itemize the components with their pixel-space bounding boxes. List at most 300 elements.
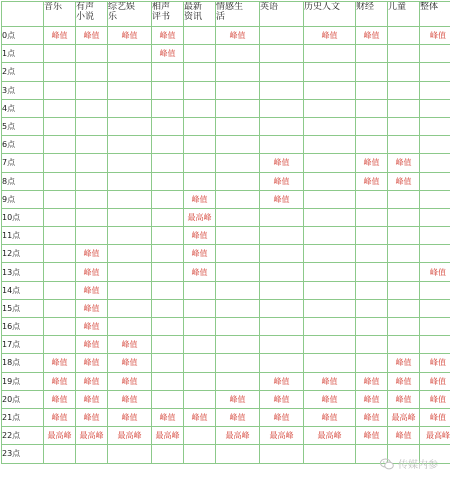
- peak-cell: 峰值: [388, 390, 420, 408]
- empty-cell: [216, 172, 260, 190]
- peak-cell: 峰值: [260, 372, 304, 390]
- hour-label: 8点: [2, 172, 44, 190]
- empty-cell: [216, 45, 260, 63]
- empty-cell: [356, 208, 388, 226]
- empty-cell: [420, 190, 450, 208]
- empty-cell: [216, 245, 260, 263]
- empty-cell: [152, 172, 184, 190]
- empty-cell: [420, 45, 450, 63]
- empty-cell: [356, 117, 388, 135]
- peak-cell: 峰值: [260, 390, 304, 408]
- highest-peak-cell: 最高峰: [420, 427, 450, 445]
- empty-cell: [44, 81, 76, 99]
- table-row: [2, 390, 450, 408]
- empty-cell: [304, 154, 356, 172]
- empty-cell: [304, 136, 356, 154]
- empty-cell: [260, 245, 304, 263]
- peak-cell: 峰值: [356, 372, 388, 390]
- empty-cell: [184, 99, 216, 117]
- empty-cell: [356, 263, 388, 281]
- empty-cell: [260, 336, 304, 354]
- empty-cell: [108, 172, 152, 190]
- peak-cell: 峰值: [388, 427, 420, 445]
- empty-cell: [44, 336, 76, 354]
- empty-cell: [388, 117, 420, 135]
- table-row: [2, 245, 450, 263]
- hour-label: 14点: [2, 281, 44, 299]
- empty-cell: [44, 45, 76, 63]
- empty-cell: [108, 227, 152, 245]
- empty-cell: [76, 99, 108, 117]
- empty-cell: [388, 281, 420, 299]
- empty-cell: [184, 445, 216, 463]
- empty-cell: [260, 318, 304, 336]
- peak-cell: 峰值: [76, 245, 108, 263]
- hour-label: 3点: [2, 81, 44, 99]
- empty-cell: [388, 190, 420, 208]
- peak-cell: 峰值: [184, 408, 216, 426]
- empty-cell: [304, 445, 356, 463]
- empty-cell: [108, 136, 152, 154]
- corner-cell: [2, 2, 44, 27]
- highest-peak-cell: 最高峰: [152, 427, 184, 445]
- peak-cell: 峰值: [152, 408, 184, 426]
- empty-cell: [356, 63, 388, 81]
- empty-cell: [304, 63, 356, 81]
- empty-cell: [216, 227, 260, 245]
- empty-cell: [184, 172, 216, 190]
- peak-cell: 峰值: [44, 372, 76, 390]
- empty-cell: [44, 299, 76, 317]
- peak-cell: 峰值: [420, 27, 450, 45]
- empty-cell: [356, 354, 388, 372]
- peak-cell: 峰值: [76, 27, 108, 45]
- empty-cell: [184, 281, 216, 299]
- table-row: [2, 27, 450, 45]
- peak-cell: 峰值: [76, 354, 108, 372]
- empty-cell: [216, 336, 260, 354]
- hour-label: 7点: [2, 154, 44, 172]
- table-row: [2, 99, 450, 117]
- empty-cell: [260, 281, 304, 299]
- empty-cell: [216, 281, 260, 299]
- empty-cell: [152, 263, 184, 281]
- hour-label: 5点: [2, 117, 44, 135]
- column-header: 历史人文: [304, 2, 356, 27]
- empty-cell: [260, 208, 304, 226]
- empty-cell: [44, 227, 76, 245]
- hour-label: 13点: [2, 263, 44, 281]
- empty-cell: [152, 336, 184, 354]
- highest-peak-cell: 最高峰: [44, 427, 76, 445]
- empty-cell: [184, 299, 216, 317]
- peak-cell: 峰值: [108, 27, 152, 45]
- empty-cell: [152, 136, 184, 154]
- empty-cell: [108, 81, 152, 99]
- column-header: 英语: [260, 2, 304, 27]
- header-row: [2, 2, 450, 27]
- column-header: 情感生 活: [216, 2, 260, 27]
- empty-cell: [260, 354, 304, 372]
- empty-cell: [76, 190, 108, 208]
- empty-cell: [356, 45, 388, 63]
- empty-cell: [216, 136, 260, 154]
- empty-cell: [388, 318, 420, 336]
- table-row: [2, 427, 450, 445]
- peak-cell: 峰值: [420, 263, 450, 281]
- empty-cell: [108, 99, 152, 117]
- empty-cell: [388, 81, 420, 99]
- column-header: 财经: [356, 2, 388, 27]
- empty-cell: [152, 445, 184, 463]
- empty-cell: [216, 99, 260, 117]
- empty-cell: [260, 299, 304, 317]
- hour-label: 2点: [2, 63, 44, 81]
- empty-cell: [356, 81, 388, 99]
- table-row: [2, 227, 450, 245]
- empty-cell: [304, 208, 356, 226]
- empty-cell: [108, 299, 152, 317]
- peak-cell: 峰值: [388, 354, 420, 372]
- peak-cell: 峰值: [152, 27, 184, 45]
- peak-cell: 峰值: [304, 372, 356, 390]
- empty-cell: [44, 318, 76, 336]
- empty-cell: [420, 336, 450, 354]
- peak-cell: 峰值: [356, 172, 388, 190]
- table-row: [2, 318, 450, 336]
- empty-cell: [152, 245, 184, 263]
- empty-cell: [184, 81, 216, 99]
- empty-cell: [388, 263, 420, 281]
- empty-cell: [152, 281, 184, 299]
- empty-cell: [44, 154, 76, 172]
- empty-cell: [44, 63, 76, 81]
- empty-cell: [388, 227, 420, 245]
- peak-cell: 峰值: [184, 190, 216, 208]
- peak-cell: 峰值: [216, 408, 260, 426]
- peak-cell: 峰值: [356, 408, 388, 426]
- table-row: [2, 336, 450, 354]
- peak-cell: 峰值: [420, 408, 450, 426]
- empty-cell: [356, 245, 388, 263]
- hour-label: 20点: [2, 390, 44, 408]
- empty-cell: [356, 281, 388, 299]
- hour-label: 17点: [2, 336, 44, 354]
- peak-cell: 峰值: [388, 154, 420, 172]
- table-row: [2, 299, 450, 317]
- table-row: [2, 154, 450, 172]
- table-row: [2, 63, 450, 81]
- empty-cell: [44, 136, 76, 154]
- empty-cell: [152, 99, 184, 117]
- empty-cell: [304, 81, 356, 99]
- empty-cell: [420, 281, 450, 299]
- peak-cell: 峰值: [260, 408, 304, 426]
- empty-cell: [44, 445, 76, 463]
- listening-peak-table: [1, 1, 450, 464]
- empty-cell: [260, 27, 304, 45]
- column-header: 综艺娱 乐: [108, 2, 152, 27]
- highest-peak-cell: 最高峰: [76, 427, 108, 445]
- peak-cell: 峰值: [44, 390, 76, 408]
- column-header: 儿童: [388, 2, 420, 27]
- empty-cell: [420, 227, 450, 245]
- peak-cell: 峰值: [420, 372, 450, 390]
- empty-cell: [420, 208, 450, 226]
- peak-cell: 峰值: [356, 390, 388, 408]
- empty-cell: [152, 208, 184, 226]
- highest-peak-cell: 最高峰: [260, 427, 304, 445]
- column-header: 最新 资讯: [184, 2, 216, 27]
- peak-cell: 峰值: [184, 245, 216, 263]
- empty-cell: [216, 299, 260, 317]
- empty-cell: [108, 263, 152, 281]
- wechat-icon: [380, 458, 394, 470]
- peak-cell: 峰值: [356, 27, 388, 45]
- empty-cell: [304, 172, 356, 190]
- hour-label: 12点: [2, 245, 44, 263]
- highest-peak-cell: 最高峰: [216, 427, 260, 445]
- table-row: [2, 190, 450, 208]
- table-row: [2, 263, 450, 281]
- empty-cell: [388, 45, 420, 63]
- empty-cell: [260, 136, 304, 154]
- peak-cell: 峰值: [184, 263, 216, 281]
- empty-cell: [76, 445, 108, 463]
- empty-cell: [216, 190, 260, 208]
- empty-cell: [304, 117, 356, 135]
- peak-cell: 峰值: [304, 390, 356, 408]
- hour-label: 21点: [2, 408, 44, 426]
- table-row: [2, 81, 450, 99]
- empty-cell: [108, 445, 152, 463]
- empty-cell: [152, 227, 184, 245]
- empty-cell: [216, 354, 260, 372]
- empty-cell: [304, 336, 356, 354]
- empty-cell: [184, 318, 216, 336]
- empty-cell: [76, 154, 108, 172]
- peak-cell: 峰值: [260, 154, 304, 172]
- empty-cell: [304, 45, 356, 63]
- empty-cell: [304, 263, 356, 281]
- table-row: [2, 136, 450, 154]
- empty-cell: [152, 81, 184, 99]
- column-header: 相声 评书: [152, 2, 184, 27]
- hour-label: 10点: [2, 208, 44, 226]
- empty-cell: [76, 81, 108, 99]
- empty-cell: [260, 445, 304, 463]
- empty-cell: [108, 45, 152, 63]
- empty-cell: [356, 336, 388, 354]
- empty-cell: [184, 45, 216, 63]
- empty-cell: [304, 299, 356, 317]
- peak-cell: 峰值: [216, 390, 260, 408]
- empty-cell: [420, 81, 450, 99]
- peak-cell: 峰值: [304, 408, 356, 426]
- empty-cell: [420, 136, 450, 154]
- hour-label: 11点: [2, 227, 44, 245]
- empty-cell: [184, 117, 216, 135]
- empty-cell: [44, 281, 76, 299]
- watermark-text: 传媒内参: [398, 460, 438, 471]
- empty-cell: [304, 281, 356, 299]
- peak-cell: 峰值: [44, 354, 76, 372]
- empty-cell: [152, 318, 184, 336]
- empty-cell: [420, 172, 450, 190]
- empty-cell: [184, 427, 216, 445]
- empty-cell: [216, 318, 260, 336]
- peak-cell: 峰值: [108, 372, 152, 390]
- empty-cell: [420, 245, 450, 263]
- column-header: 整体: [420, 2, 450, 27]
- peak-cell: 峰值: [420, 354, 450, 372]
- peak-cell: 峰值: [108, 408, 152, 426]
- empty-cell: [152, 390, 184, 408]
- peak-cell: 峰值: [388, 372, 420, 390]
- hour-label: 9点: [2, 190, 44, 208]
- highest-peak-cell: 最高峰: [388, 408, 420, 426]
- peak-cell: 峰值: [356, 154, 388, 172]
- empty-cell: [304, 354, 356, 372]
- empty-cell: [44, 172, 76, 190]
- empty-cell: [388, 208, 420, 226]
- peak-cell: 峰值: [76, 372, 108, 390]
- empty-cell: [260, 99, 304, 117]
- watermark: [380, 456, 438, 471]
- empty-cell: [216, 81, 260, 99]
- peak-cell: 峰值: [108, 336, 152, 354]
- empty-cell: [152, 63, 184, 81]
- hour-label: 6点: [2, 136, 44, 154]
- empty-cell: [356, 299, 388, 317]
- peak-cell: 峰值: [108, 354, 152, 372]
- hour-label: 16点: [2, 318, 44, 336]
- peak-cell: 峰值: [152, 45, 184, 63]
- empty-cell: [304, 190, 356, 208]
- empty-cell: [216, 154, 260, 172]
- empty-cell: [76, 227, 108, 245]
- empty-cell: [388, 245, 420, 263]
- empty-cell: [304, 245, 356, 263]
- empty-cell: [76, 63, 108, 81]
- empty-cell: [356, 136, 388, 154]
- empty-cell: [420, 63, 450, 81]
- peak-cell: 峰值: [76, 336, 108, 354]
- highest-peak-cell: 最高峰: [184, 208, 216, 226]
- empty-cell: [44, 245, 76, 263]
- empty-cell: [260, 45, 304, 63]
- hour-label: 1点: [2, 45, 44, 63]
- table-row: [2, 372, 450, 390]
- hour-label: 22点: [2, 427, 44, 445]
- empty-cell: [356, 318, 388, 336]
- empty-cell: [108, 208, 152, 226]
- empty-cell: [152, 299, 184, 317]
- empty-cell: [184, 27, 216, 45]
- empty-cell: [260, 117, 304, 135]
- peak-cell: 峰值: [76, 263, 108, 281]
- peak-cell: 峰值: [76, 390, 108, 408]
- table-row: [2, 281, 450, 299]
- empty-cell: [76, 172, 108, 190]
- table-row: [2, 408, 450, 426]
- highest-peak-cell: 最高峰: [304, 427, 356, 445]
- empty-cell: [260, 227, 304, 245]
- empty-cell: [76, 45, 108, 63]
- empty-cell: [388, 27, 420, 45]
- empty-cell: [108, 154, 152, 172]
- empty-cell: [108, 117, 152, 135]
- empty-cell: [260, 263, 304, 281]
- peak-cell: 峰值: [184, 227, 216, 245]
- empty-cell: [184, 372, 216, 390]
- empty-cell: [184, 390, 216, 408]
- empty-cell: [108, 245, 152, 263]
- column-header: 有声 小说: [76, 2, 108, 27]
- peak-cell: 峰值: [304, 27, 356, 45]
- peak-cell: 峰值: [44, 27, 76, 45]
- table-row: [2, 45, 450, 63]
- empty-cell: [44, 263, 76, 281]
- column-header: 音乐: [44, 2, 76, 27]
- empty-cell: [216, 117, 260, 135]
- empty-cell: [260, 81, 304, 99]
- empty-cell: [420, 117, 450, 135]
- table-row: [2, 208, 450, 226]
- peak-cell: 峰值: [420, 390, 450, 408]
- empty-cell: [108, 318, 152, 336]
- empty-cell: [108, 63, 152, 81]
- empty-cell: [304, 318, 356, 336]
- empty-cell: [44, 117, 76, 135]
- empty-cell: [184, 354, 216, 372]
- empty-cell: [184, 136, 216, 154]
- empty-cell: [76, 117, 108, 135]
- empty-cell: [388, 63, 420, 81]
- empty-cell: [184, 154, 216, 172]
- table-body: [2, 27, 450, 464]
- table-row: [2, 117, 450, 135]
- empty-cell: [44, 208, 76, 226]
- empty-cell: [152, 154, 184, 172]
- empty-cell: [44, 190, 76, 208]
- peak-cell: 峰值: [76, 299, 108, 317]
- peak-cell: 峰值: [216, 27, 260, 45]
- highest-peak-cell: 最高峰: [108, 427, 152, 445]
- hour-label: 4点: [2, 99, 44, 117]
- empty-cell: [388, 99, 420, 117]
- hour-label: 23点: [2, 445, 44, 463]
- peak-cell: 峰值: [76, 408, 108, 426]
- empty-cell: [44, 99, 76, 117]
- empty-cell: [420, 99, 450, 117]
- empty-cell: [356, 190, 388, 208]
- empty-cell: [216, 445, 260, 463]
- empty-cell: [152, 354, 184, 372]
- peak-cell: 峰值: [44, 408, 76, 426]
- empty-cell: [260, 63, 304, 81]
- table-row: [2, 354, 450, 372]
- empty-cell: [356, 99, 388, 117]
- hour-label: 15点: [2, 299, 44, 317]
- empty-cell: [388, 136, 420, 154]
- empty-cell: [304, 99, 356, 117]
- peak-cell: 峰值: [356, 427, 388, 445]
- empty-cell: [152, 117, 184, 135]
- empty-cell: [152, 372, 184, 390]
- empty-cell: [420, 154, 450, 172]
- empty-cell: [356, 227, 388, 245]
